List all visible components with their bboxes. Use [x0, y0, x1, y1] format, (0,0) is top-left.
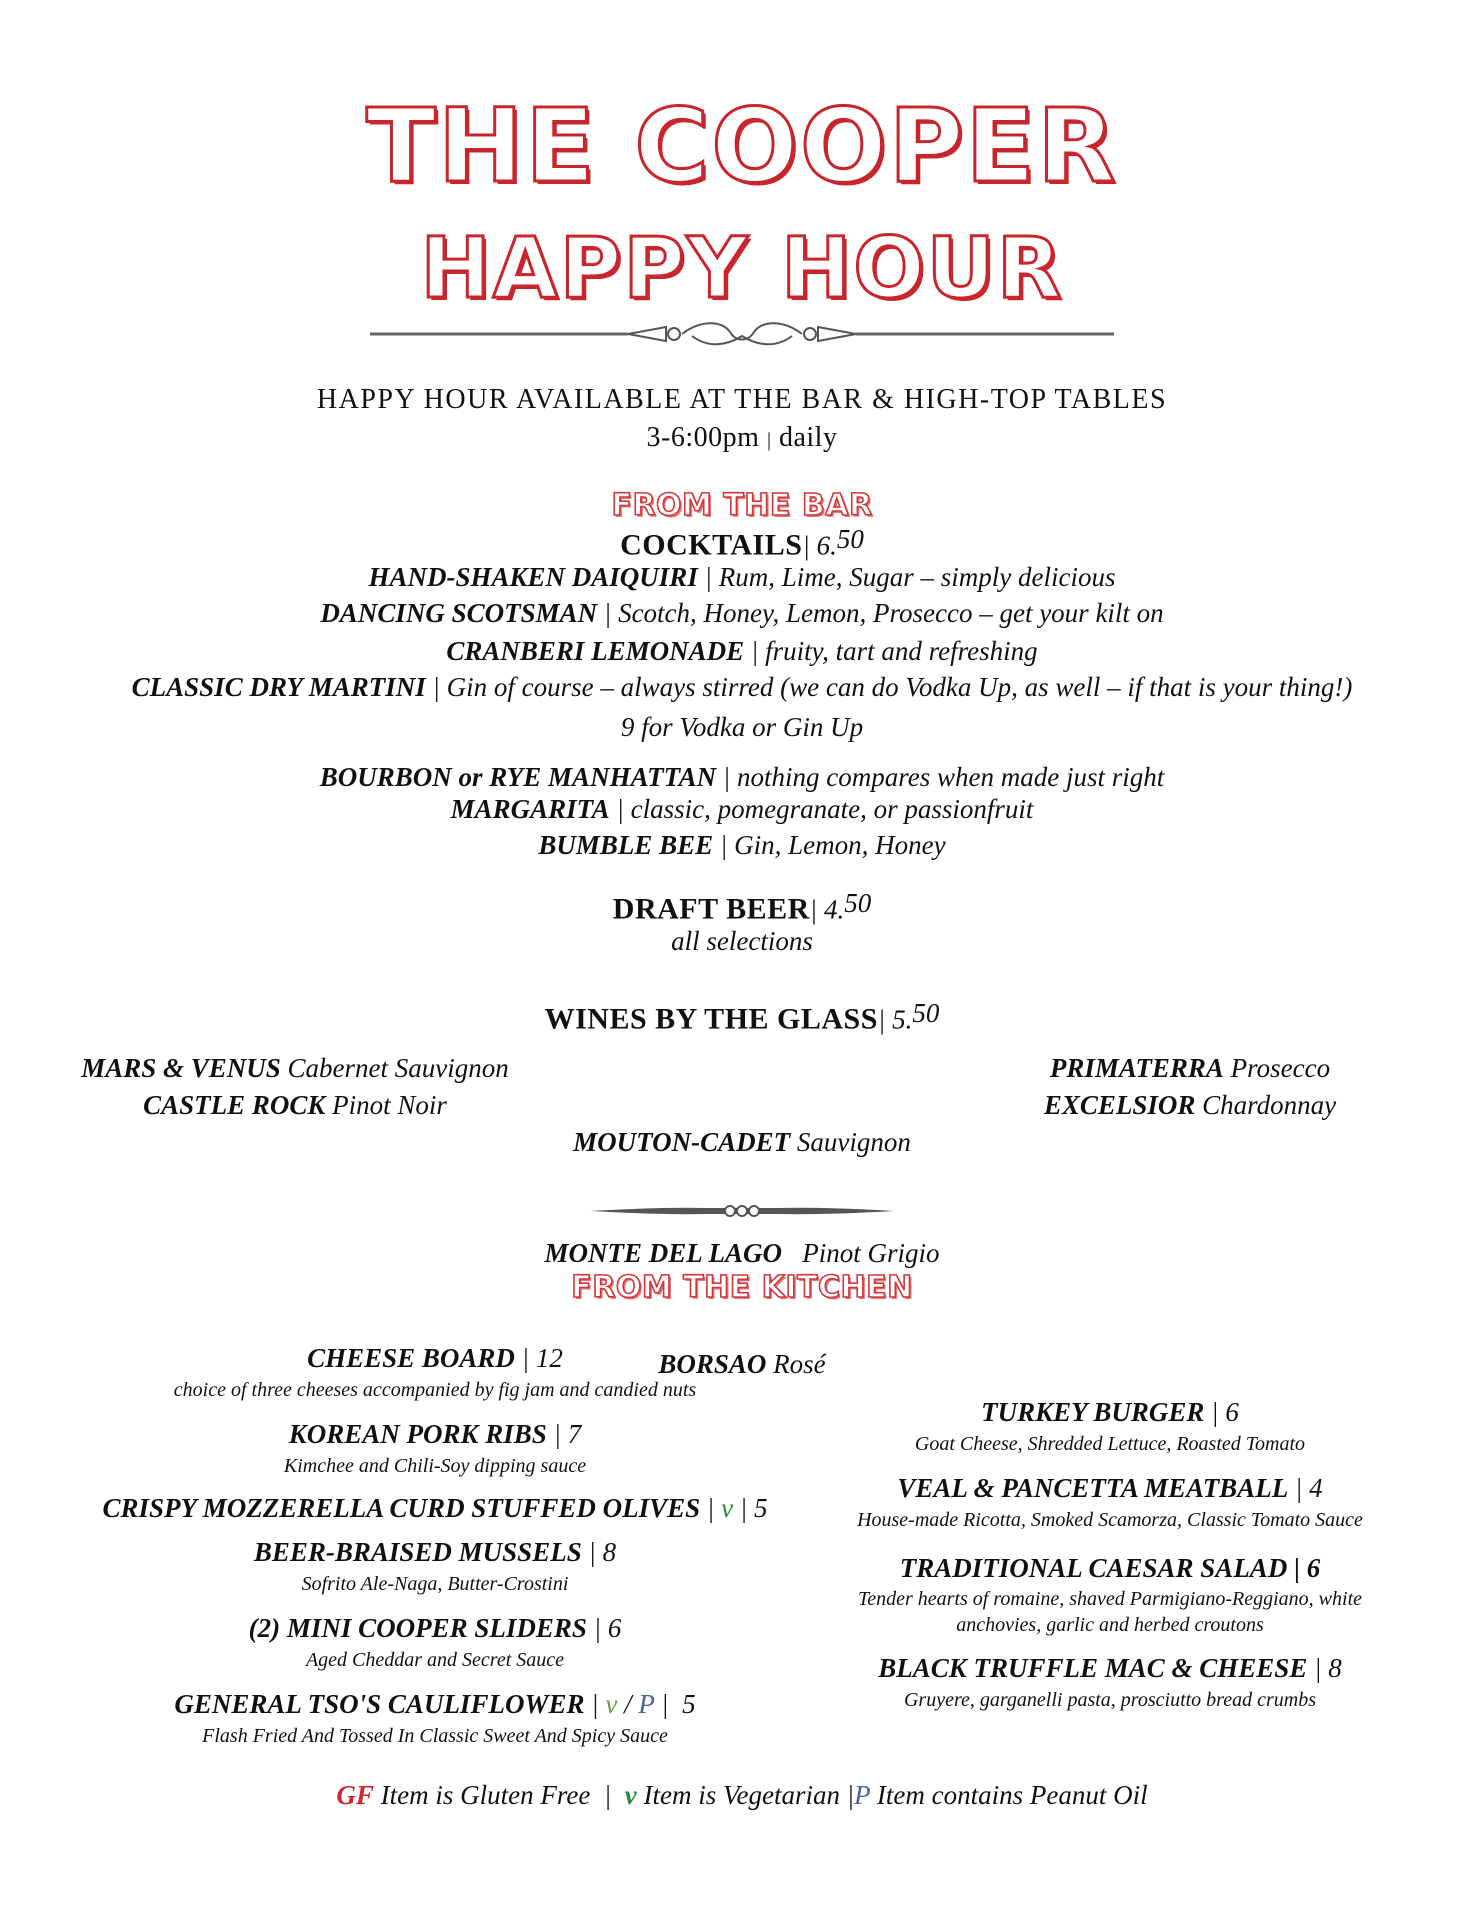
- item-desc: Tender hearts of romaine, shaved Parmigiano-Reggiano, white: [857, 1588, 1363, 1610]
- cocktail-desc: | Scotch, Honey, Lemon, Prosecco – get your kilt on: [597, 598, 1164, 628]
- menu-item: [820, 1394, 1400, 1430]
- hours-line: [0, 422, 1484, 454]
- days-text: daily: [778, 422, 838, 453]
- wine-type: Sauvignon: [790, 1127, 911, 1157]
- item-name: KOREAN PORK RIBS: [288, 1419, 547, 1449]
- wine-type: Pinot Grigio: [782, 1238, 940, 1268]
- cocktail-name: DANCING SCOTSMAN: [320, 598, 598, 628]
- wine-column-left: [80, 1050, 510, 1124]
- item-desc: House-made Ricotta, Smoked Scamorza, Classic Tomato Sauce: [857, 1509, 1363, 1531]
- wine-name: MONTE DEL LAGO: [544, 1238, 782, 1268]
- item-name: TURKEY BURGER: [981, 1397, 1205, 1427]
- wine-item: [1010, 1087, 1370, 1124]
- item-price: | 6: [1204, 1397, 1239, 1427]
- menu-item: [820, 1650, 1400, 1686]
- cocktail-item: [0, 562, 1484, 593]
- cocktail-name: BOURBON or RYE MANHATTAN: [319, 762, 717, 792]
- cocktail-desc: | Gin of course – always stirred (we can do Vodka Up, as well – if that is your thing!): [425, 672, 1353, 702]
- hours-separator: |: [766, 429, 772, 451]
- wine-item: [80, 1050, 510, 1087]
- vegetarian-tag: v: [721, 1493, 734, 1523]
- beer-price: | 4.: [809, 894, 845, 925]
- item-price: | 8: [1307, 1653, 1342, 1683]
- cocktails-header: [0, 524, 1484, 562]
- wine-type: Rosé: [766, 1349, 826, 1379]
- item-name: (2) MINI COOPER SLIDERS: [248, 1613, 587, 1643]
- cocktail-item: [0, 830, 1484, 861]
- cocktail-desc: | nothing compares when made just right: [716, 762, 1165, 792]
- item-name: TRADITIONAL CAESAR SALAD | 6: [899, 1553, 1321, 1583]
- wine-name: MARS & VENUS: [81, 1053, 281, 1083]
- menu-item: [80, 1340, 790, 1376]
- item-desc: anchovies, garlic and herbed croutons: [956, 1614, 1264, 1636]
- wine-item: [522, 1235, 962, 1272]
- legend-text: Item is Gluten Free |: [373, 1780, 625, 1810]
- item-name: BLACK TRUFFLE MAC & CHEESE: [878, 1653, 1308, 1683]
- cocktail-name: MARGARITA: [450, 794, 610, 824]
- legend-text: Item contains Peanut Oil: [870, 1780, 1148, 1810]
- item-price: | 8: [581, 1537, 617, 1567]
- item-separator: |: [584, 1689, 606, 1719]
- cocktails-label: COCKTAILS: [620, 528, 803, 562]
- item-desc: Sofrito Ale-Naga, Butter-Crostini: [301, 1573, 569, 1595]
- item-desc: Kimchee and Chili-Soy dipping sauce: [283, 1455, 587, 1477]
- item-desc: choice of three cheeses accompanied by fig jam and candied nuts: [173, 1379, 697, 1401]
- cocktail-name: HAND-SHAKEN DAIQUIRI: [368, 562, 698, 592]
- item-desc: Flash Fried And Tossed In Classic Sweet And Spicy Sauce: [202, 1725, 668, 1747]
- item-price: | 4: [1288, 1473, 1323, 1503]
- cocktails-price-cents: 50: [836, 524, 864, 554]
- martini-note: 9 for Vodka or Gin Up: [620, 712, 864, 742]
- wine-name: CASTLE ROCK: [143, 1090, 326, 1120]
- wine-type: Prosecco: [1223, 1053, 1331, 1083]
- gluten-free-tag: GF: [336, 1780, 374, 1810]
- kitchen-column-left: [80, 1340, 790, 1750]
- item-price: | 7: [546, 1419, 582, 1449]
- ornament-divider-top: [370, 318, 1114, 350]
- cocktail-name: CLASSIC DRY MARTINI: [131, 672, 426, 702]
- item-name: GENERAL TSO'S CAULIFLOWER: [174, 1689, 585, 1719]
- menu-item: [80, 1416, 790, 1452]
- wine-label: WINES BY THE GLASS: [544, 1002, 878, 1036]
- wine-column-right: [1010, 1050, 1370, 1124]
- menu-item: [80, 1534, 790, 1570]
- item-price: | 12: [514, 1343, 563, 1373]
- item-desc: Aged Cheddar and Secret Sauce: [305, 1649, 565, 1671]
- restaurant-name: THE COOPER: [366, 87, 1118, 206]
- cocktail-name: CRANBERI LEMONADE: [446, 636, 745, 666]
- cocktail-desc: | Rum, Lime, Sugar – simply delicious: [697, 562, 1116, 592]
- kitchen-column-right: [820, 1394, 1400, 1714]
- item-name: CRISPY MOZZERELLA CURD STUFFED OLIVES: [102, 1493, 701, 1523]
- cocktail-name: BUMBLE BEE: [538, 830, 714, 860]
- wine-price: | 5.: [877, 1004, 913, 1035]
- peanut-tag: P: [854, 1780, 871, 1810]
- hours-text: 3-6:00pm: [646, 422, 760, 453]
- menu-item: [80, 1610, 790, 1646]
- item-price: | 6: [586, 1613, 622, 1643]
- cocktail-desc: | fruity, tart and refreshing: [744, 636, 1038, 666]
- wine-price-cents: 50: [912, 998, 940, 1028]
- bar-section-heading: FROM THE BAR: [611, 488, 873, 523]
- wine-name: PRIMATERRA: [1049, 1053, 1224, 1083]
- wine-type: Cabernet Sauvignon: [280, 1053, 509, 1083]
- item-separator: |: [700, 1493, 722, 1523]
- item-desc: Gruyere, garganelli pasta, prosciutto bread crumbs: [903, 1689, 1316, 1711]
- menu-item: [820, 1550, 1400, 1586]
- cocktail-item: [0, 762, 1484, 793]
- menu-item: [80, 1490, 790, 1526]
- cocktail-item: [0, 672, 1484, 703]
- wine-name: EXCELSIOR: [1043, 1090, 1196, 1120]
- kitchen-section-heading: FROM THE KITCHEN: [571, 1270, 913, 1305]
- wine-type: Chardonnay: [1195, 1090, 1337, 1120]
- cocktail-item: [0, 794, 1484, 825]
- legend-text: Item is Vegetarian |: [636, 1780, 855, 1810]
- vegetarian-tag: v: [605, 1689, 618, 1719]
- menu-item: [820, 1470, 1400, 1506]
- wine-type: Pinot Noir: [325, 1090, 447, 1120]
- wine-item: [1010, 1050, 1370, 1087]
- cocktail-item: [0, 636, 1484, 667]
- wine-item: [80, 1087, 510, 1124]
- wine-name: MOUTON-CADET: [573, 1127, 791, 1157]
- vegetarian-tag: v: [624, 1780, 637, 1810]
- beer-header: [0, 888, 1484, 926]
- item-name: BEER-BRAISED MUSSELS: [253, 1537, 582, 1567]
- peanut-tag: P: [638, 1689, 655, 1719]
- item-price: | 5: [654, 1689, 696, 1719]
- item-name: VEAL & PANCETTA MEATBALL: [897, 1473, 1289, 1503]
- menu-item: [80, 1686, 790, 1722]
- cocktail-desc: | classic, pomegranate, or passionfruit: [609, 794, 1034, 824]
- availability-text: HAPPY HOUR AVAILABLE AT THE BAR & HIGH-TOP TABLES: [316, 384, 1168, 415]
- cocktails-price: | 6.: [802, 530, 837, 561]
- wine-item: [522, 1124, 962, 1161]
- beer-label: DRAFT BEER: [612, 892, 810, 926]
- item-desc: Goat Cheese, Shredded Lettuce, Roasted Tomato: [914, 1433, 1306, 1455]
- legend: [0, 1780, 1484, 1811]
- item-name: CHEESE BOARD: [307, 1343, 515, 1373]
- tag-slash: /: [617, 1689, 639, 1719]
- page-title: HAPPY HOUR: [420, 219, 1064, 317]
- wine-header: [0, 998, 1484, 1036]
- ornament-divider-middle: [590, 1200, 894, 1222]
- item-price: | 5: [733, 1493, 768, 1523]
- cocktail-desc: | Gin, Lemon, Honey: [713, 830, 946, 860]
- cocktail-item: [0, 598, 1484, 629]
- beer-price-cents: 50: [844, 888, 872, 918]
- wine-name: BORSAO: [658, 1349, 767, 1379]
- beer-note: all selections: [671, 926, 813, 956]
